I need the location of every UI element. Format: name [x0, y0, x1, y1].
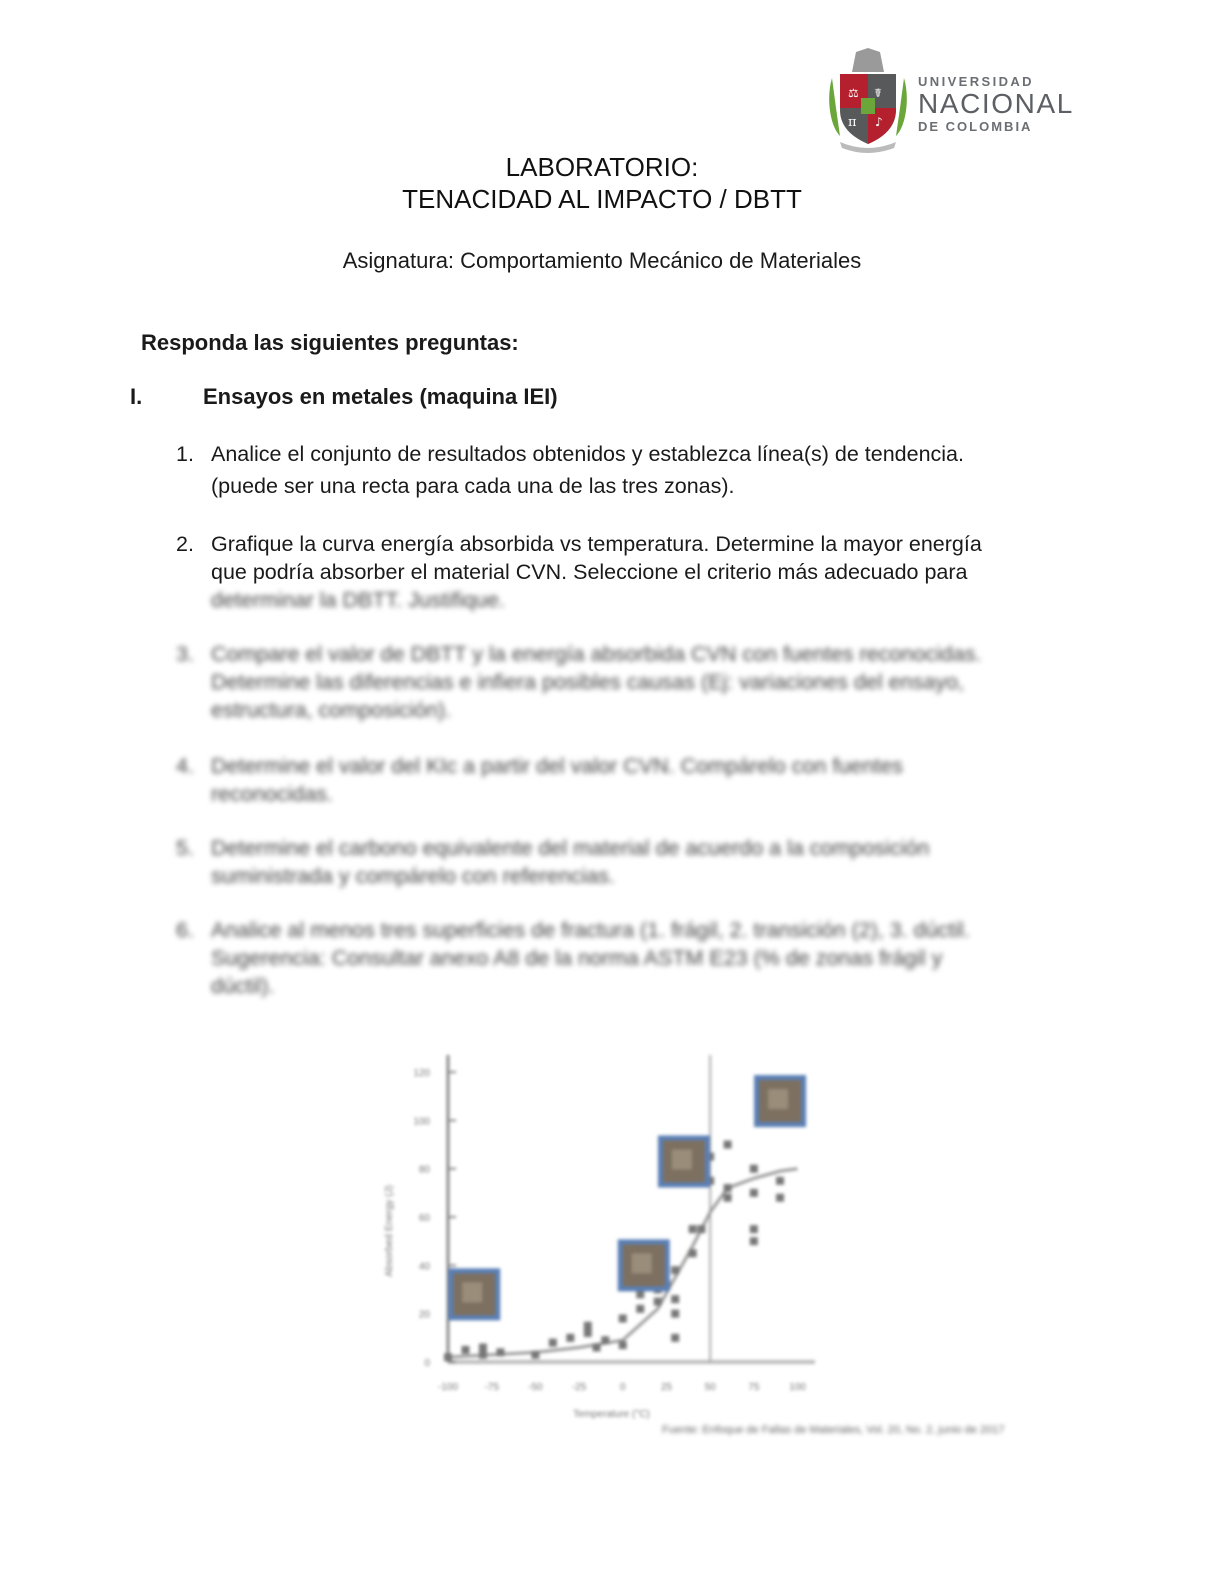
svg-text:0: 0 [424, 1358, 430, 1369]
data-point [654, 1298, 662, 1306]
question-text-line: estructura, composición). [211, 698, 452, 722]
svg-text:80: 80 [418, 1164, 430, 1176]
question-text-line: Sugerencia: Consultar anexo A8 de la norma ASTM E23 (% de zonas frágil y [211, 946, 943, 970]
svg-text:75: 75 [748, 1382, 760, 1393]
svg-text:-50: -50 [528, 1382, 543, 1393]
data-point [496, 1348, 504, 1356]
data-point [689, 1225, 697, 1233]
svg-text:0: 0 [619, 1382, 626, 1393]
question-number: 3. [176, 642, 194, 666]
question-text-line: reconocidas. [211, 782, 333, 806]
document-title-line1: LABORATORIO: [505, 152, 699, 182]
logo-line-colombia: DE COLOMBIA [918, 119, 1033, 134]
data-point [750, 1165, 758, 1173]
svg-text:100: 100 [789, 1382, 806, 1393]
data-point [671, 1334, 679, 1342]
data-point [461, 1346, 469, 1354]
university-logo [826, 48, 1076, 156]
data-point [566, 1334, 574, 1342]
document-title-line2: TENACIDAD AL IMPACTO / DBTT [402, 184, 802, 214]
question-text-line: que podría absorber el material CVN. Seleccione el criterio más adecuado para [211, 560, 968, 584]
question-text-line: (puede ser una recta para cada una de las tres zonas). [211, 474, 735, 498]
question-number: 5. [176, 836, 194, 860]
svg-text:π: π [848, 115, 857, 130]
question-text-line: Analice al menos tres superficies de fractura (1. frágil, 2. transición (2), 3. dúctil. [211, 918, 970, 942]
data-point [697, 1225, 705, 1233]
data-point [671, 1295, 679, 1303]
y-axis-label: Absorbed Energy (J) [384, 1185, 395, 1277]
question-number: 6. [176, 918, 194, 942]
question-text-line: suministrada y compárelo con referencias. [211, 864, 615, 888]
data-point [724, 1184, 732, 1192]
question-text-line: Analice el conjunto de resultados obtenidos y establezca línea(s) de tendencia. [211, 442, 964, 466]
svg-text:-100: -100 [437, 1382, 459, 1393]
svg-text:60: 60 [418, 1213, 430, 1225]
svg-text:25: 25 [660, 1382, 673, 1393]
svg-text:100: 100 [413, 1116, 430, 1128]
svg-text:40: 40 [418, 1261, 430, 1273]
data-point [593, 1344, 601, 1352]
data-point [671, 1310, 679, 1318]
data-point [619, 1315, 627, 1323]
question-text-line: Determine las diferencias e infiera posibles causas (Ej: variaciones del ensayo, [211, 670, 964, 694]
instructions-heading: Responda las siguientes preguntas: [141, 330, 519, 355]
svg-text:120: 120 [413, 1068, 430, 1080]
data-point [750, 1237, 758, 1245]
data-point [776, 1194, 784, 1202]
question-text-line: Determine el carbono equivalente del material de acuerdo a la composición [211, 836, 930, 860]
svg-text:⚖: ⚖ [848, 86, 859, 100]
question-text-line: Compare el valor de DBTT y la energía absorbida CVN con fuentes reconocidas. [211, 642, 982, 666]
data-point [724, 1194, 732, 1202]
data-point [724, 1141, 732, 1149]
data-point [750, 1225, 758, 1233]
data-point [671, 1266, 679, 1274]
logo-wordmark [918, 74, 1074, 134]
logo-line-universidad: UNIVERSIDAD [918, 74, 1034, 89]
x-axis-label: Temperature (°C) [573, 1409, 650, 1420]
data-point [636, 1290, 644, 1298]
question-text-line: dúctil). [211, 974, 275, 998]
svg-text:♪: ♪ [875, 115, 883, 129]
data-point [531, 1351, 539, 1359]
data-point [619, 1341, 627, 1349]
dbtt-chart-figure [370, 1045, 840, 1425]
data-point [549, 1339, 557, 1347]
svg-text:-75: -75 [484, 1382, 499, 1393]
data-point [776, 1177, 784, 1185]
data-point [689, 1249, 697, 1257]
question-number: 4. [176, 754, 194, 778]
question-text-line: determinar la DBTT. Justifique. [211, 588, 505, 612]
svg-text:-25: -25 [571, 1382, 587, 1393]
data-point [584, 1322, 592, 1330]
question-text-line: Determine el valor del KIc a partir del valor CVN. Compárelo con fuentes [211, 754, 903, 778]
question-text-line: Grafique la curva energía absorbida vs temperatura. Determine la mayor energía [211, 532, 982, 556]
logo-line-nacional: NACIONAL [918, 88, 1074, 119]
svg-text:50: 50 [704, 1382, 716, 1393]
svg-text:20: 20 [418, 1309, 430, 1321]
figure-caption: Fuente: Enfoque de Fallas de Materiales, Vol. 20, No. 2, junio de 2017 [662, 1424, 1005, 1436]
data-point [584, 1329, 592, 1337]
section-number: I. [130, 384, 143, 409]
question-number: 2. [176, 532, 194, 556]
energy-vs-temperature-chart [370, 1045, 840, 1425]
data-point [479, 1351, 487, 1359]
data-point [444, 1353, 452, 1361]
data-point [601, 1336, 609, 1344]
svg-text:☤: ☤ [874, 86, 883, 100]
data-point [479, 1344, 487, 1352]
question-number: 1. [176, 442, 194, 466]
data-point [636, 1305, 644, 1313]
course-subtitle: Asignatura: Comportamiento Mecánico de Materiales [342, 248, 862, 273]
coat-of-arms-icon [826, 48, 910, 152]
section-title: Ensayos en metales (maquina IEI) [203, 384, 558, 409]
data-point [750, 1189, 758, 1197]
